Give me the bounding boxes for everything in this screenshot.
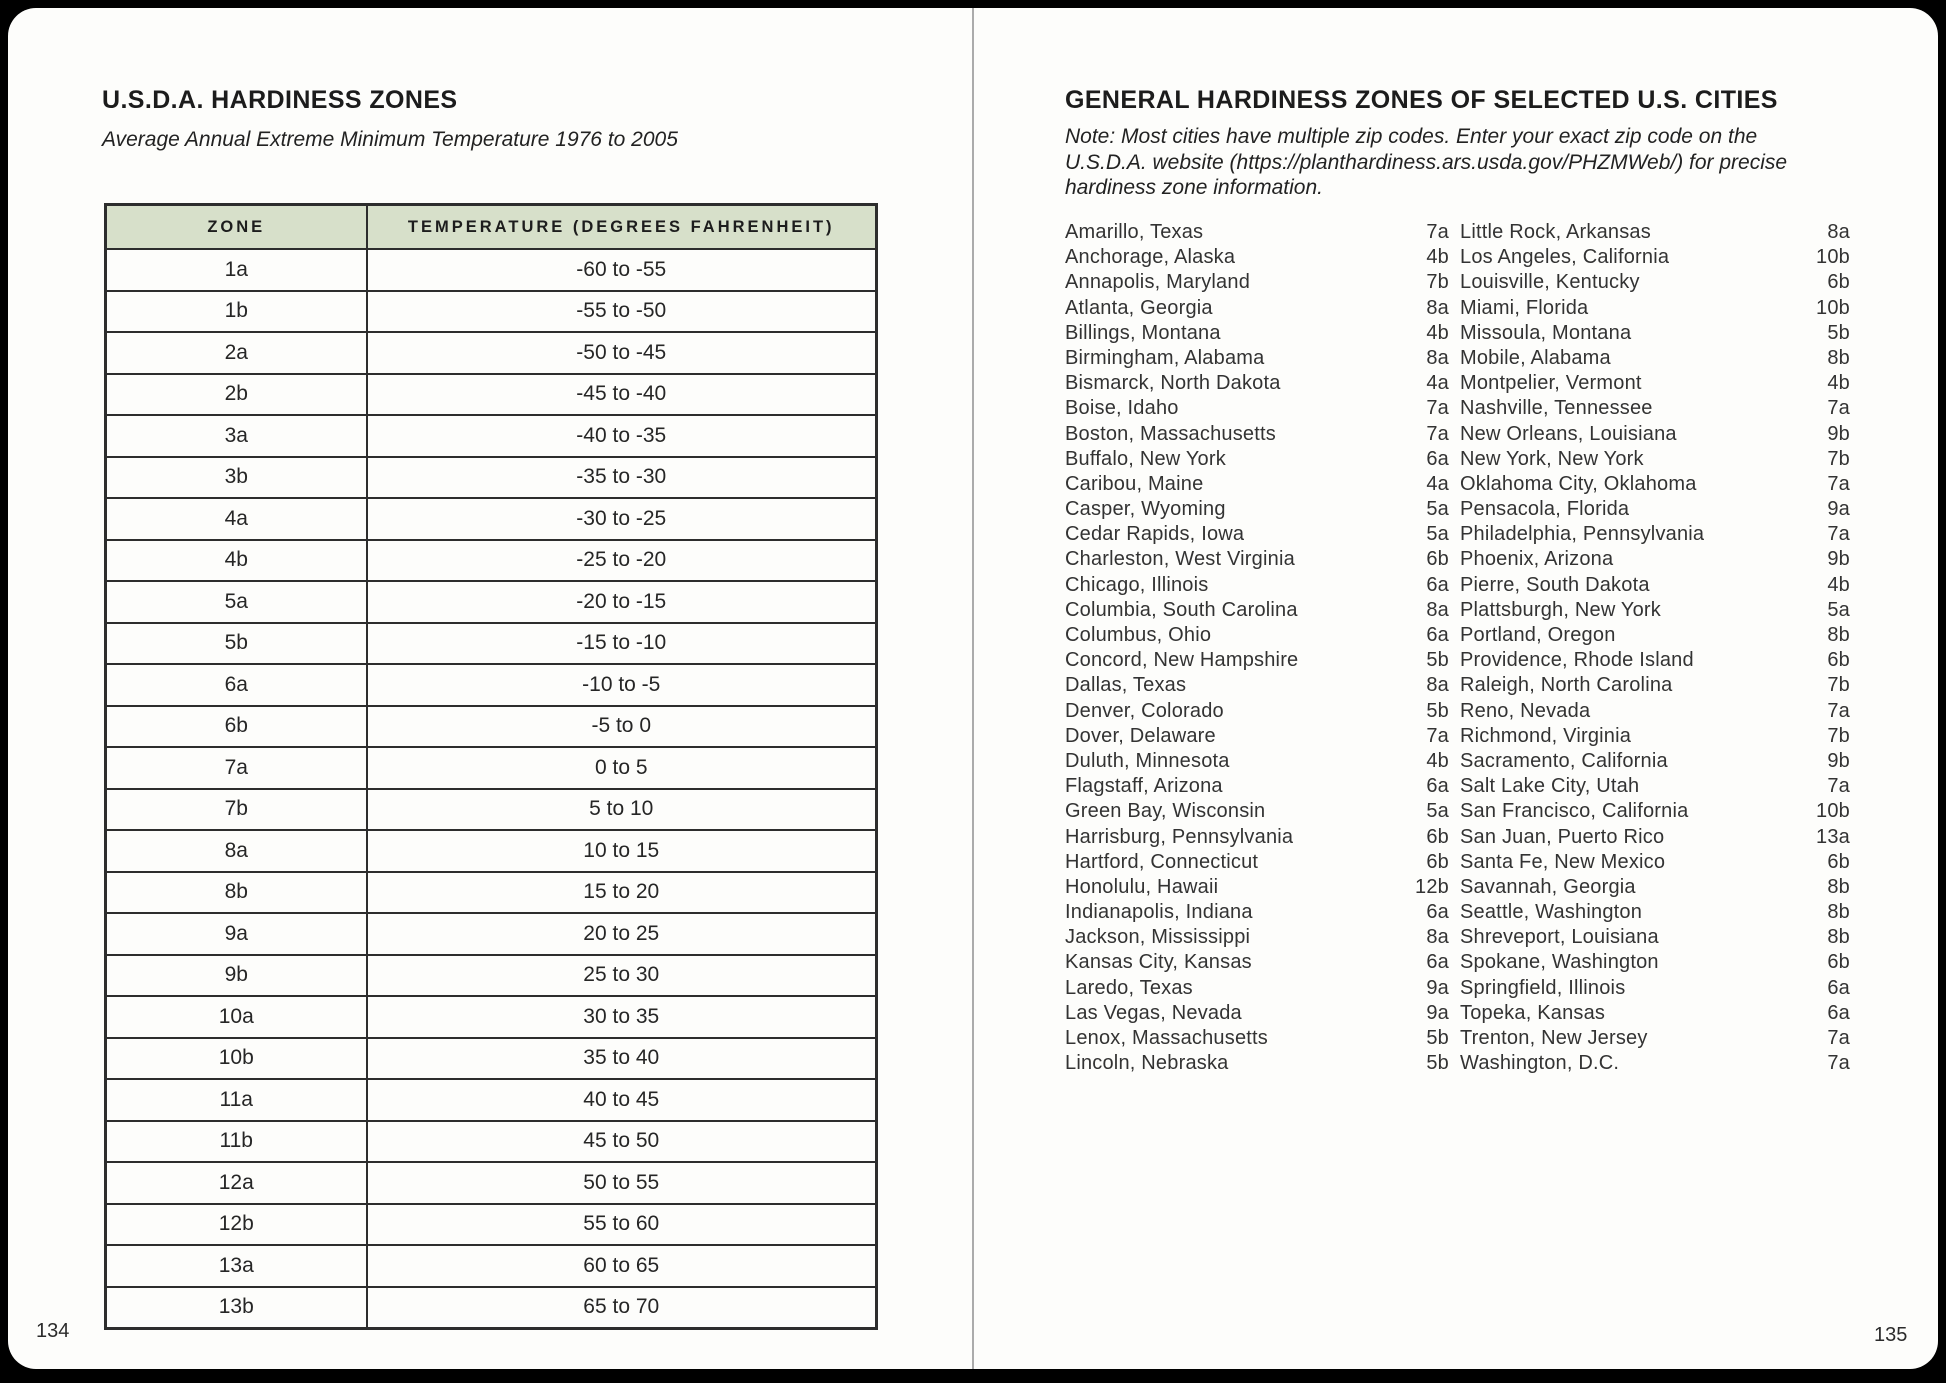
- city-name: Atlanta, Georgia: [1065, 296, 1213, 319]
- city-row: [1460, 875, 1850, 900]
- city-row: [1065, 850, 1449, 875]
- city-name: Springfield, Illinois: [1460, 976, 1626, 999]
- city-name: Casper, Wyoming: [1065, 498, 1226, 521]
- temperature-cell: 20 to 25: [367, 913, 877, 955]
- city-name: Pierre, South Dakota: [1460, 573, 1650, 596]
- city-row: [1065, 547, 1449, 572]
- zone-cell: 11b: [106, 1121, 367, 1163]
- city-zone: 13a: [1816, 825, 1850, 848]
- zone-table-row: [106, 1287, 877, 1329]
- city-row: [1460, 573, 1850, 598]
- city-row: [1460, 900, 1850, 925]
- temperature-cell: 45 to 50: [367, 1121, 877, 1163]
- city-row: [1460, 1051, 1850, 1076]
- city-zone: 5a: [1426, 498, 1449, 521]
- city-zone: 7b: [1426, 271, 1449, 294]
- temperature-cell: 50 to 55: [367, 1162, 877, 1204]
- city-row: [1460, 673, 1850, 698]
- temperature-cell: -15 to -10: [367, 623, 877, 665]
- city-zone: 8b: [1827, 926, 1850, 949]
- zone-cell: 6b: [106, 706, 367, 748]
- city-name: Columbus, Ohio: [1065, 624, 1212, 646]
- city-name: Seattle, Washington: [1460, 901, 1643, 924]
- city-row: [1460, 396, 1850, 421]
- zone-table-row: [106, 789, 877, 831]
- city-zone: 7a: [1426, 221, 1449, 243]
- city-row: [1460, 321, 1850, 346]
- city-row: [1065, 623, 1449, 648]
- temperature-cell: -25 to -20: [367, 540, 877, 582]
- zone-cell: 13a: [106, 1245, 367, 1287]
- city-name: Columbia, South Carolina: [1065, 598, 1298, 621]
- city-row: [1460, 422, 1850, 447]
- city-zone: 6b: [1827, 951, 1850, 974]
- zone-table-row: [106, 1038, 877, 1080]
- city-zone: 8a: [1827, 221, 1850, 243]
- city-name: Honolulu, Hawaii: [1065, 875, 1219, 898]
- city-zone: 6a: [1426, 447, 1449, 470]
- city-row: [1065, 296, 1449, 321]
- city-name: Indianapolis, Indiana: [1065, 901, 1253, 924]
- city-name: Boise, Idaho: [1065, 397, 1179, 420]
- city-row: [1065, 321, 1449, 346]
- temperature-cell: 5 to 10: [367, 789, 877, 831]
- city-row: [1460, 749, 1850, 774]
- city-zone: 4b: [1426, 246, 1449, 269]
- page-gutter-divider: [972, 8, 974, 1369]
- city-name: Shreveport, Louisiana: [1460, 926, 1659, 949]
- temperature-cell: -20 to -15: [367, 581, 877, 623]
- zone-table-row: [106, 747, 877, 789]
- city-name: Los Angeles, California: [1460, 246, 1670, 269]
- city-name: Kansas City, Kansas: [1065, 951, 1252, 974]
- city-row: [1065, 648, 1449, 673]
- city-row: [1065, 598, 1449, 623]
- zone-table-row: [106, 830, 877, 872]
- zone-cell: 1b: [106, 291, 367, 333]
- zone-cell: 12a: [106, 1162, 367, 1204]
- city-row: [1460, 220, 1850, 245]
- city-row: [1460, 976, 1850, 1001]
- temperature-cell: 55 to 60: [367, 1204, 877, 1246]
- city-zone: 7b: [1827, 447, 1850, 470]
- city-name: Caribou, Maine: [1065, 472, 1204, 495]
- temperature-cell: 0 to 5: [367, 747, 877, 789]
- city-name: Charleston, West Virginia: [1065, 548, 1295, 571]
- city-zone: 5b: [1827, 321, 1850, 344]
- city-row: [1460, 371, 1850, 396]
- zone-cell: 4a: [106, 498, 367, 540]
- city-name: Reno, Nevada: [1460, 699, 1591, 722]
- city-name: Dallas, Texas: [1065, 674, 1187, 697]
- zone-table-row: [106, 498, 877, 540]
- city-zone: 6b: [1827, 649, 1850, 672]
- city-name: Montpelier, Vermont: [1460, 372, 1642, 395]
- book-spread: [8, 8, 1938, 1369]
- city-zone: 6b: [1426, 850, 1449, 873]
- city-row: [1460, 1001, 1850, 1026]
- city-row: [1460, 699, 1850, 724]
- zone-table-row: [106, 1245, 877, 1287]
- city-zone: 7a: [1827, 775, 1850, 798]
- city-zone: 9b: [1827, 548, 1850, 571]
- city-name: Spokane, Washington: [1460, 951, 1659, 974]
- city-zone: 7b: [1827, 724, 1850, 747]
- city-name: Jackson, Mississippi: [1065, 926, 1251, 949]
- city-row: [1460, 623, 1850, 648]
- city-zone: 4a: [1426, 372, 1449, 395]
- city-zone: 8b: [1827, 901, 1850, 924]
- zone-table-row: [106, 249, 877, 291]
- city-zone: 9b: [1827, 749, 1850, 772]
- temperature-column-header: TEMPERATURE (DEGREES FAHRENHEIT): [367, 205, 877, 250]
- city-row: [1065, 774, 1449, 799]
- city-row: [1460, 1026, 1850, 1051]
- city-name: Anchorage, Alaska: [1065, 246, 1236, 269]
- city-name: Dover, Delaware: [1065, 724, 1216, 747]
- left-page-title: U.S.D.A. HARDINESS ZONES: [102, 86, 458, 114]
- city-name: Cedar Rapids, Iowa: [1065, 523, 1245, 546]
- city-zone: 9b: [1827, 422, 1850, 445]
- city-name: Laredo, Texas: [1065, 976, 1193, 999]
- city-row: [1065, 245, 1449, 270]
- city-zone: 4b: [1827, 573, 1850, 596]
- zone-table-row: [106, 996, 877, 1038]
- city-name: Concord, New Hampshire: [1065, 649, 1299, 672]
- zone-cell: 7a: [106, 747, 367, 789]
- city-zone: 7a: [1827, 699, 1850, 722]
- city-zone: 5b: [1426, 1052, 1449, 1075]
- city-row: [1065, 422, 1449, 447]
- city-zone: 6b: [1827, 271, 1850, 294]
- city-name: Raleigh, North Carolina: [1460, 674, 1673, 697]
- city-zone: 7a: [1426, 724, 1449, 747]
- temperature-cell: -30 to -25: [367, 498, 877, 540]
- temperature-cell: 30 to 35: [367, 996, 877, 1038]
- city-zone: 8a: [1426, 598, 1449, 621]
- city-row: [1065, 346, 1449, 371]
- zone-table-row: [106, 1079, 877, 1121]
- city-row: [1065, 900, 1449, 925]
- city-row: [1065, 1026, 1449, 1051]
- city-zone: 5b: [1426, 649, 1449, 672]
- city-row: [1460, 472, 1850, 497]
- city-row: [1460, 724, 1850, 749]
- city-zone: 6b: [1426, 825, 1449, 848]
- temperature-cell: 25 to 30: [367, 955, 877, 997]
- city-name: Bismarck, North Dakota: [1065, 372, 1281, 395]
- zone-cell: 7b: [106, 789, 367, 831]
- city-zone: 12b: [1415, 875, 1449, 898]
- city-list-left: [1065, 220, 1449, 1076]
- zone-cell: 9b: [106, 955, 367, 997]
- temperature-cell: 15 to 20: [367, 872, 877, 914]
- right-page-title: GENERAL HARDINESS ZONES OF SELECTED U.S. CITIES: [1065, 86, 1778, 114]
- zone-cell: 3b: [106, 457, 367, 499]
- city-name: San Francisco, California: [1460, 800, 1689, 823]
- city-name: Denver, Colorado: [1065, 699, 1224, 722]
- city-zone: 7a: [1827, 472, 1850, 495]
- zone-cell: 10b: [106, 1038, 367, 1080]
- temperature-cell: -10 to -5: [367, 664, 877, 706]
- city-name: Buffalo, New York: [1065, 447, 1226, 470]
- city-name: Providence, Rhode Island: [1460, 649, 1694, 672]
- city-zone: 9a: [1426, 976, 1449, 999]
- city-row: [1460, 799, 1850, 824]
- city-zone: 7a: [1827, 397, 1850, 420]
- city-row: [1460, 925, 1850, 950]
- zone-cell: 5a: [106, 581, 367, 623]
- city-zone: 5b: [1426, 1027, 1449, 1049]
- city-name: Oklahoma City, Oklahoma: [1460, 472, 1697, 495]
- city-row: [1065, 270, 1449, 295]
- city-zone: 8b: [1827, 346, 1850, 369]
- city-row: [1065, 950, 1449, 975]
- city-row: [1460, 774, 1850, 799]
- city-zone: 5a: [1426, 800, 1449, 823]
- city-name: Santa Fe, New Mexico: [1460, 850, 1666, 873]
- zone-table-row: [106, 415, 877, 457]
- city-zone: 5b: [1426, 699, 1449, 722]
- city-name: Plattsburgh, New York: [1460, 598, 1661, 621]
- city-name: Flagstaff, Arizona: [1065, 775, 1223, 798]
- city-row: [1065, 749, 1449, 774]
- city-zone: 6a: [1426, 624, 1449, 646]
- city-row: [1065, 573, 1449, 598]
- city-zone: 6b: [1426, 548, 1449, 571]
- hardiness-zone-table: [104, 203, 878, 1330]
- city-zone: 7a: [1827, 523, 1850, 546]
- city-name: Birmingham, Alabama: [1065, 346, 1265, 369]
- city-row: [1460, 825, 1850, 850]
- city-zone: 4b: [1426, 749, 1449, 772]
- city-name: Harrisburg, Pennsylvania: [1065, 825, 1294, 848]
- temperature-cell: -60 to -55: [367, 249, 877, 291]
- city-name: Richmond, Virginia: [1460, 724, 1632, 747]
- temperature-cell: 35 to 40: [367, 1038, 877, 1080]
- city-row: [1065, 220, 1449, 245]
- left-page-subtitle: Average Annual Extreme Minimum Temperature 1976 to 2005: [102, 128, 678, 151]
- zone-table-row: [106, 955, 877, 997]
- city-row: [1065, 976, 1449, 1001]
- city-zone: 8b: [1827, 875, 1850, 898]
- city-zone: 5a: [1426, 523, 1449, 546]
- zone-table-row: [106, 540, 877, 582]
- zone-table-row: [106, 1204, 877, 1246]
- page-number-left: 134: [36, 1320, 70, 1342]
- city-name: Chicago, Illinois: [1065, 573, 1209, 596]
- city-row: [1065, 396, 1449, 421]
- zone-table-row: [106, 457, 877, 499]
- city-row: [1065, 447, 1449, 472]
- temperature-cell: 65 to 70: [367, 1287, 877, 1329]
- city-name: Annapolis, Maryland: [1065, 271, 1251, 294]
- zone-table-row: [106, 623, 877, 665]
- temperature-cell: 40 to 45: [367, 1079, 877, 1121]
- city-zone: 10b: [1816, 800, 1850, 823]
- zone-table-body: [106, 249, 877, 1329]
- city-zone: 8a: [1426, 674, 1449, 697]
- city-row: [1460, 296, 1850, 321]
- temperature-cell: -55 to -50: [367, 291, 877, 333]
- city-zone: 9a: [1426, 1001, 1449, 1024]
- city-zone: 8a: [1426, 296, 1449, 319]
- city-zone: 6b: [1827, 850, 1850, 873]
- zone-column-header: ZONE: [106, 205, 367, 250]
- city-row: [1065, 825, 1449, 850]
- city-row: [1065, 1001, 1449, 1026]
- zone-cell: 8b: [106, 872, 367, 914]
- zone-cell: 12b: [106, 1204, 367, 1246]
- city-zone: 7a: [1426, 397, 1449, 420]
- zone-table-row: [106, 1162, 877, 1204]
- zone-table-row: [106, 913, 877, 955]
- city-zone: 10b: [1816, 246, 1850, 269]
- city-row: [1065, 925, 1449, 950]
- zone-cell: 2a: [106, 332, 367, 374]
- city-zone: 6a: [1426, 573, 1449, 596]
- city-row: [1460, 850, 1850, 875]
- city-row: [1065, 472, 1449, 497]
- city-zone: 8a: [1426, 926, 1449, 949]
- city-zone: 6a: [1827, 976, 1850, 999]
- city-row: [1065, 371, 1449, 396]
- city-name: Las Vegas, Nevada: [1065, 1001, 1242, 1024]
- right-page-note: Note: Most cities have multiple zip codes. Enter your exact zip code on the U.S.D.A. website (https://planthardiness.ars.usda.gov/PHZMWeb/) for precise hardiness zone information.: [1065, 125, 1788, 199]
- city-name: New Orleans, Louisiana: [1460, 422, 1677, 445]
- city-name: Topeka, Kansas: [1460, 1001, 1606, 1024]
- temperature-cell: -5 to 0: [367, 706, 877, 748]
- temperature-cell: -40 to -35: [367, 415, 877, 457]
- city-row: [1065, 673, 1449, 698]
- zone-table-row: [106, 374, 877, 416]
- zone-cell: 6a: [106, 664, 367, 706]
- city-name: Amarillo, Texas: [1065, 221, 1204, 243]
- city-zone: 4b: [1827, 372, 1850, 395]
- zone-table-row: [106, 581, 877, 623]
- temperature-cell: -35 to -30: [367, 457, 877, 499]
- city-row: [1460, 245, 1850, 270]
- city-name: Mobile, Alabama: [1460, 346, 1611, 369]
- city-name: Sacramento, California: [1460, 749, 1668, 772]
- city-row: [1460, 346, 1850, 371]
- city-name: Savannah, Georgia: [1460, 875, 1636, 898]
- city-name: Green Bay, Wisconsin: [1065, 800, 1266, 823]
- city-name: Boston, Massachusetts: [1065, 422, 1276, 445]
- city-name: Missoula, Montana: [1460, 321, 1632, 344]
- zone-cell: 9a: [106, 913, 367, 955]
- city-row: [1065, 522, 1449, 547]
- city-row: [1065, 875, 1449, 900]
- city-name: Billings, Montana: [1065, 321, 1221, 344]
- city-name: Trenton, New Jersey: [1460, 1027, 1648, 1049]
- city-zone: 9a: [1827, 498, 1850, 521]
- zone-table-row: [106, 664, 877, 706]
- city-name: Louisville, Kentucky: [1460, 271, 1640, 294]
- city-row: [1065, 1051, 1449, 1076]
- zone-cell: 10a: [106, 996, 367, 1038]
- city-name: San Juan, Puerto Rico: [1460, 825, 1665, 848]
- zone-table-row: [106, 1121, 877, 1163]
- city-row: [1460, 447, 1850, 472]
- zone-cell: 5b: [106, 623, 367, 665]
- city-name: New York, New York: [1460, 447, 1644, 470]
- city-zone: 10b: [1816, 296, 1850, 319]
- city-zone: 6a: [1426, 775, 1449, 798]
- city-zone: 6a: [1426, 901, 1449, 924]
- zone-cell: 8a: [106, 830, 367, 872]
- city-name: Nashville, Tennessee: [1460, 397, 1653, 420]
- city-name: Salt Lake City, Utah: [1460, 775, 1640, 798]
- zone-cell: 13b: [106, 1287, 367, 1329]
- city-row: [1460, 270, 1850, 295]
- city-zone: 6a: [1426, 951, 1449, 974]
- city-zone: 7a: [1426, 422, 1449, 445]
- zone-cell: 1a: [106, 249, 367, 291]
- page-number-right: 135: [1874, 1324, 1908, 1346]
- zone-cell: 3a: [106, 415, 367, 457]
- city-name: Hartford, Connecticut: [1065, 850, 1259, 873]
- city-zone: 8b: [1827, 624, 1850, 646]
- city-row: [1460, 497, 1850, 522]
- city-name: Washington, D.C.: [1460, 1052, 1620, 1075]
- temperature-cell: -50 to -45: [367, 332, 877, 374]
- city-zone: 8a: [1426, 346, 1449, 369]
- city-name: Phoenix, Arizona: [1460, 548, 1614, 571]
- city-row: [1460, 950, 1850, 975]
- city-zone: 4a: [1426, 472, 1449, 495]
- city-row: [1065, 799, 1449, 824]
- city-row: [1065, 497, 1449, 522]
- city-row: [1460, 522, 1850, 547]
- city-zone: 7b: [1827, 674, 1850, 697]
- zone-table-row: [106, 872, 877, 914]
- city-row: [1460, 598, 1850, 623]
- city-name: Miami, Florida: [1460, 296, 1589, 319]
- city-name: Little Rock, Arkansas: [1460, 221, 1651, 243]
- city-list-right: [1460, 220, 1850, 1076]
- zone-table-row: [106, 332, 877, 374]
- city-name: Lenox, Massachusetts: [1065, 1027, 1268, 1049]
- city-name: Pensacola, Florida: [1460, 498, 1630, 521]
- city-name: Lincoln, Nebraska: [1065, 1052, 1229, 1075]
- zone-table-header-row: [106, 205, 877, 250]
- city-row: [1065, 724, 1449, 749]
- temperature-cell: 10 to 15: [367, 830, 877, 872]
- temperature-cell: -45 to -40: [367, 374, 877, 416]
- city-row: [1460, 648, 1850, 673]
- city-name: Portland, Oregon: [1460, 624, 1616, 646]
- city-zone: 5a: [1827, 598, 1850, 621]
- zone-cell: 11a: [106, 1079, 367, 1121]
- city-name: Duluth, Minnesota: [1065, 749, 1230, 772]
- zone-table-row: [106, 291, 877, 333]
- city-name: Philadelphia, Pennsylvania: [1460, 523, 1705, 546]
- city-zone: 6a: [1827, 1001, 1850, 1024]
- city-row: [1065, 699, 1449, 724]
- city-zone: 7a: [1827, 1052, 1850, 1075]
- zone-table-row: [106, 706, 877, 748]
- city-zone: 7a: [1827, 1027, 1850, 1049]
- zone-cell: 4b: [106, 540, 367, 582]
- temperature-cell: 60 to 65: [367, 1245, 877, 1287]
- zone-cell: 2b: [106, 374, 367, 416]
- city-row: [1460, 547, 1850, 572]
- city-zone: 4b: [1426, 321, 1449, 344]
